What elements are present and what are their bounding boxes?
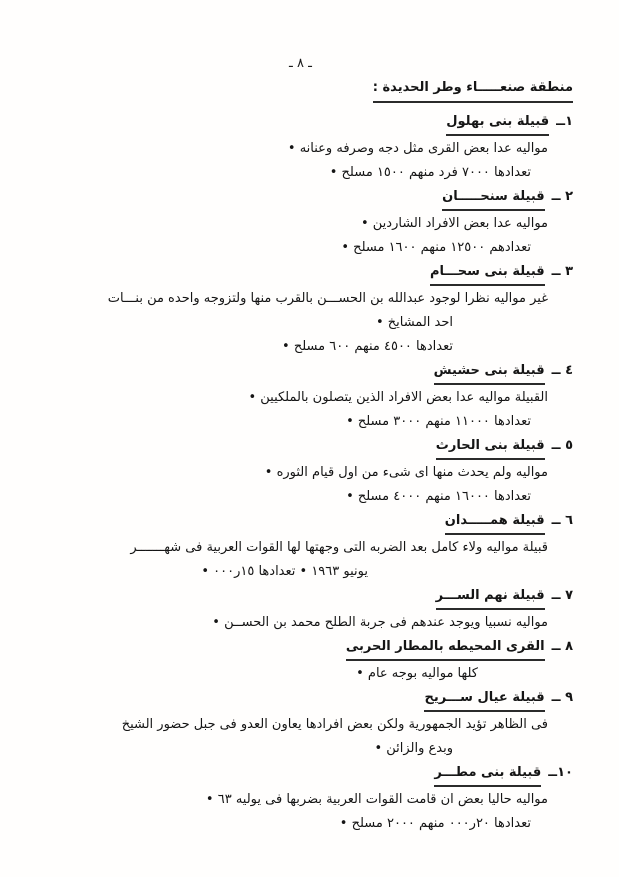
tribe-name: القرى المحيطه بالمطار الحربى — [346, 638, 545, 661]
tribe-heading — [28, 113, 573, 136]
item-text-line: تعدادها ٧٠٠٠ فرد منهم ١٥٠٠ مسلح • — [329, 165, 531, 180]
item-text-line: غير مواليه نظرا لوجود عبدالله بن الحســـن بالقرب منها ولتزوجه واحده من بنـــات — [107, 291, 548, 306]
page-number: ـ ٨ ـ — [289, 56, 312, 71]
item-text-line: قبيلة مواليه ولاء كامل بعد الضربه التى وجهتها لها القوات العربية فى شهـــــــر — [130, 540, 548, 555]
document-title-text: منطقة صنعـــــاء وطر الحديدة : — [373, 79, 573, 103]
item-text-line: مواليه ولم يحدث منها اى شىء من اول قيام الثوره • — [264, 465, 548, 480]
tribe-heading — [28, 512, 573, 535]
item-number: ٣ ــ — [551, 264, 573, 279]
tribe-heading — [28, 188, 573, 211]
item-text-line: مواليه نسبيا ويوجد عندهم فى جربة الطلح محمد بن الحســن • — [212, 615, 548, 630]
item-number: ٥ ــ — [551, 438, 573, 453]
tribe-heading — [28, 362, 573, 385]
item-number: ٨ ــ — [551, 639, 573, 654]
item-text-line: وبدع والزائن • — [374, 741, 453, 756]
tribe-heading — [28, 263, 573, 286]
item-text-line: فى الظاهر تؤيد الجمهورية ولكن بعض افرادها يعاون العدو فى جبل حضور الشيخ — [121, 717, 548, 732]
tribe-name: قبيلة بنى مطـــر — [434, 764, 541, 787]
tribe-name: قبيلة بنى الحارث — [436, 437, 545, 460]
tribe-item — [28, 689, 573, 758]
item-text-line: مواليه عدا بعض الافراد الشاردين • — [360, 216, 548, 231]
item-number: ٢ ــ — [551, 189, 573, 204]
item-text-line: تعدادها ١١٠٠٠ منهم ٣٠٠٠ مسلح • — [346, 414, 531, 429]
tribe-item — [28, 113, 573, 182]
tribe-name: قبيلة نهم الســـر — [436, 587, 545, 610]
document-body — [28, 56, 573, 839]
item-text-line: كلها مواليه بوجه عام • — [356, 666, 478, 681]
item-text-line: تعدادها ٤٥٠٠ منهم ٦٠٠ مسلح • — [282, 339, 453, 354]
tribe-heading — [28, 689, 573, 712]
item-text-line: القبيلة مواليه عدا بعض الافراد الذين يتصلون بالملكيين • — [248, 390, 548, 405]
tribe-item — [28, 512, 573, 581]
tribe-name: قبيلة بنى سحـــام — [430, 263, 545, 286]
item-text-line: مواليه حاليا بعض ان قامت القوات العربية بضربها فى يوليه ٦٣ • — [205, 792, 548, 807]
tribe-heading — [28, 587, 573, 610]
tribe-heading — [28, 764, 573, 787]
document-title — [28, 79, 573, 103]
item-number: ٩ ــ — [551, 690, 573, 705]
item-number: ٦ ــ — [551, 513, 573, 528]
item-text-line: احد المشايخ • — [375, 315, 453, 330]
item-text-line: تعدادهم ١٢٥٠٠ منهم ١٦٠٠ مسلح • — [341, 240, 531, 255]
tribe-name: قبيلة بنى بهلول — [446, 113, 549, 136]
tribe-item — [28, 263, 573, 356]
item-number: ١٠ــ — [548, 765, 573, 780]
item-number: ٤ ــ — [551, 363, 573, 378]
tribe-name: قبيلة بنى حشيش — [434, 362, 545, 385]
tribe-item — [28, 764, 573, 833]
tribe-item — [28, 188, 573, 257]
tribe-name: قبيلة سنحـــــان — [442, 188, 545, 211]
tribe-item — [28, 362, 573, 431]
item-number: ١ــ — [556, 114, 573, 129]
item-text-line: يونيو ١٩٦٣ • تعدادها ١٥ر٠٠٠ • — [201, 564, 368, 579]
tribe-heading — [28, 638, 573, 661]
item-text-line: مواليه عدا بعض القرى مثل دجه وصرفه وعنانه • — [287, 141, 548, 156]
tribe-heading — [28, 437, 573, 460]
item-text-line: تعدادها ١٦٠٠٠ منهم ٤٠٠٠ مسلح • — [346, 489, 531, 504]
tribe-item — [28, 437, 573, 506]
item-text-line: تعدادها ٢٠ر٠٠٠ منهم ٢٠٠٠ مسلح • — [339, 816, 531, 831]
item-number: ٧ ــ — [551, 588, 573, 603]
tribe-name: قبيلة همـــــدان — [445, 512, 545, 535]
tribe-item — [28, 638, 573, 683]
tribe-name: قبيلة عيال ســـريح — [424, 689, 544, 712]
tribe-item — [28, 587, 573, 632]
